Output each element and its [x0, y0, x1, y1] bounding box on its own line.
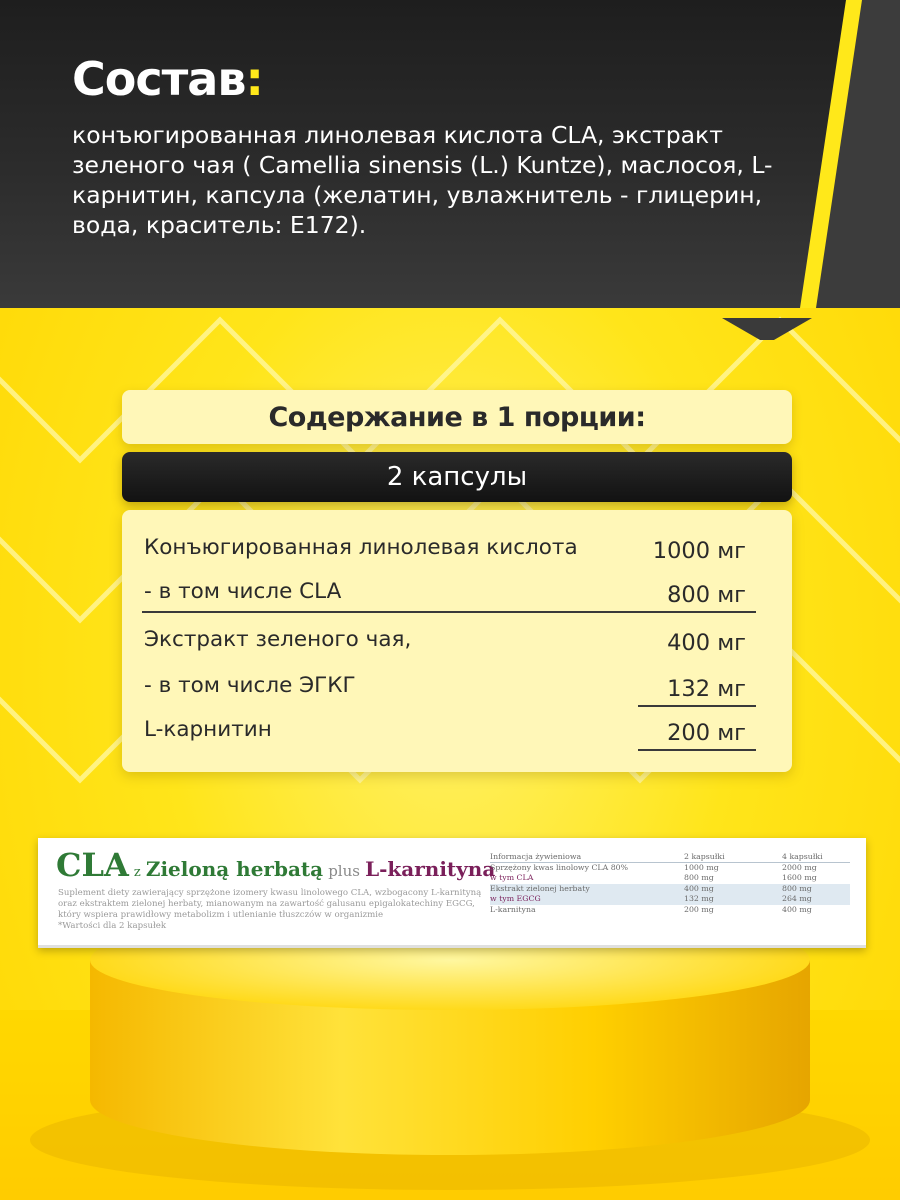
label-table-header: Informacja żywieniowa 2 kapsułki 4 kapsułki [490, 852, 850, 863]
label-title: CLA z Zieloną herbatą plus L-karnityna [56, 846, 496, 884]
podium [0, 930, 900, 1200]
value-underline [638, 749, 756, 751]
nutrient-value: 200 мг [667, 720, 746, 746]
nutrient-value: 400 мг [667, 630, 746, 656]
table-row [142, 664, 774, 704]
serving-portion: 2 капсулы [122, 452, 792, 502]
serving-heading: Содержание в 1 порции: [122, 390, 792, 444]
product-label [38, 838, 866, 948]
label-table-row: L-karnityna 200 mg 400 mg [490, 904, 812, 914]
nutrient-name: Экстракт зеленого чая, [144, 627, 412, 652]
table-row [142, 526, 774, 566]
nutrient-value: 132 мг [667, 676, 746, 702]
value-underline [638, 705, 756, 707]
label-table-row: Sprzężony kwas linolowy CLA 80% 1000 mg 2000 mg [490, 862, 817, 872]
label-description: Suplement diety zawierający sprzężone izomery kwasu linolowego CLA, wzbogacony L-karnityną oraz ekstraktem zielonej herbaty, mianowanym na zawartość galusanu epigalokatechiny EGCG, który wspiera prawidłowy metabolizm i utlenianie tłuszczów w organizmie *Wartości dla 2 kapsułek [58, 888, 482, 931]
nutrient-value: 1000 мг [652, 538, 746, 564]
nutrient-name: - в том числе CLA [144, 579, 342, 604]
nutrient-value: 800 мг [667, 582, 746, 608]
page-title: Состав: [72, 52, 263, 106]
nutrient-name: - в том числе ЭГКГ [144, 673, 356, 698]
label-table-row: Ekstrakt zielonej herbaty 400 mg 800 mg [490, 884, 850, 895]
label-table-row: w tym EGCG 132 mg 264 mg [490, 894, 850, 905]
title-colon: : [245, 52, 263, 106]
table-row [142, 570, 774, 610]
table-row [142, 618, 774, 658]
nutrient-name: Конъюгированная линолевая кислота [144, 535, 578, 560]
composition-text: конъюгированная линолевая кислота CLA, экстракт зеленого чая ( Camellia sinensis (L.) Kuntze), маслосоя, L-карнитин, капсула (желатин, увлажнитель - глицерин, вода, краситель: E172). [72, 121, 773, 239]
row-divider [142, 611, 756, 613]
label-nutrition-table [490, 852, 850, 915]
nutrition-table [122, 510, 792, 772]
table-row [142, 708, 774, 748]
nutrient-name: L-карнитин [144, 717, 272, 742]
label-table-row: w tym CLA 800 mg 1600 mg [490, 873, 817, 882]
